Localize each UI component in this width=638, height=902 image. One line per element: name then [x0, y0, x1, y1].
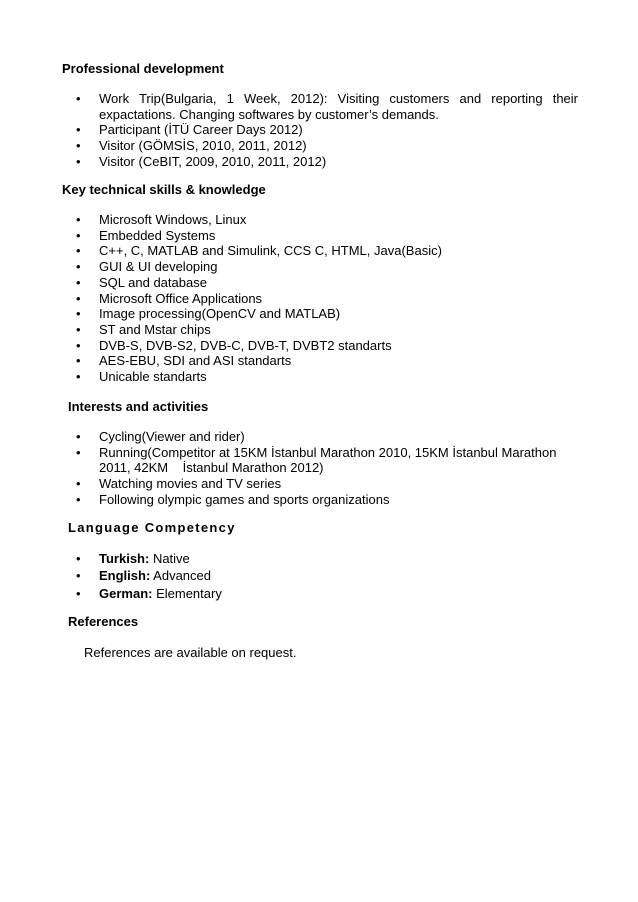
list-item: • Work Trip(Bulgaria, 1 Week, 2012): Visiting customers and reporting their expactations. Changing softwares by customer’s demands. — [76, 91, 578, 122]
list-item: • Image processing(OpenCV and MATLAB) — [76, 306, 578, 322]
list-item: • Running(Competitor at 15KM İstanbul Marathon 2010, 15KM İstanbul Marathon 2011, 42KM İstanbul Marathon 2012) — [76, 445, 559, 476]
list-item: • SQL and database — [76, 275, 578, 291]
list-item: • C++, C, MATLAB and Simulink, CCS C, HTML, Java(Basic) — [76, 243, 578, 259]
list-item: • Watching movies and TV series — [76, 476, 566, 492]
technical-skills-heading: Key technical skills & knowledge — [62, 182, 266, 197]
language-item-english — [76, 567, 566, 584]
list-item: • Unicable standarts — [76, 369, 578, 385]
list-item: • Embedded Systems — [76, 228, 578, 244]
list-item: • Microsoft Office Applications — [76, 291, 578, 307]
professional-development-list — [76, 91, 578, 170]
interests-heading: Interests and activities — [68, 399, 209, 414]
technical-skills-list — [76, 212, 578, 385]
references-heading: References — [68, 614, 139, 629]
list-item: • DVB-S, DVB-S2, DVB-C, DVB-T, DVBT2 standarts — [76, 338, 578, 354]
language-name: German: — [99, 585, 153, 601]
language-level: Native — [149, 551, 190, 566]
list-item: • AES-EBU, SDI and ASI standarts — [76, 353, 578, 369]
list-item: • Visitor (GÖMSİS, 2010, 2011, 2012) — [76, 138, 578, 154]
language-level: Advanced — [150, 568, 211, 584]
list-item: • Following olympic games and sports organizations — [76, 492, 566, 508]
professional-development-heading: Professional development — [62, 61, 224, 76]
references-text: References are available on request. — [84, 645, 297, 660]
language-item-german — [76, 585, 566, 602]
list-item: • Visitor (CeBIT, 2009, 2010, 2011, 2012) — [76, 154, 578, 170]
list-item: • ST and Mstar chips — [76, 322, 578, 338]
list-item: • Participant (İTÜ Career Days 2012) — [76, 122, 578, 138]
list-item: • Cycling(Viewer and rider) — [76, 429, 566, 445]
interests-list — [76, 429, 566, 508]
list-item: • Microsoft Windows, Linux — [76, 212, 578, 228]
list-item: • GUI & UI developing — [76, 259, 578, 275]
language-name: Turkish: — [99, 551, 150, 566]
language-heading: Language Competency — [68, 520, 236, 535]
language-list — [76, 550, 566, 602]
language-item-turkish — [76, 550, 566, 567]
language-level: Elementary — [152, 585, 222, 601]
language-name: English: — [99, 568, 151, 584]
